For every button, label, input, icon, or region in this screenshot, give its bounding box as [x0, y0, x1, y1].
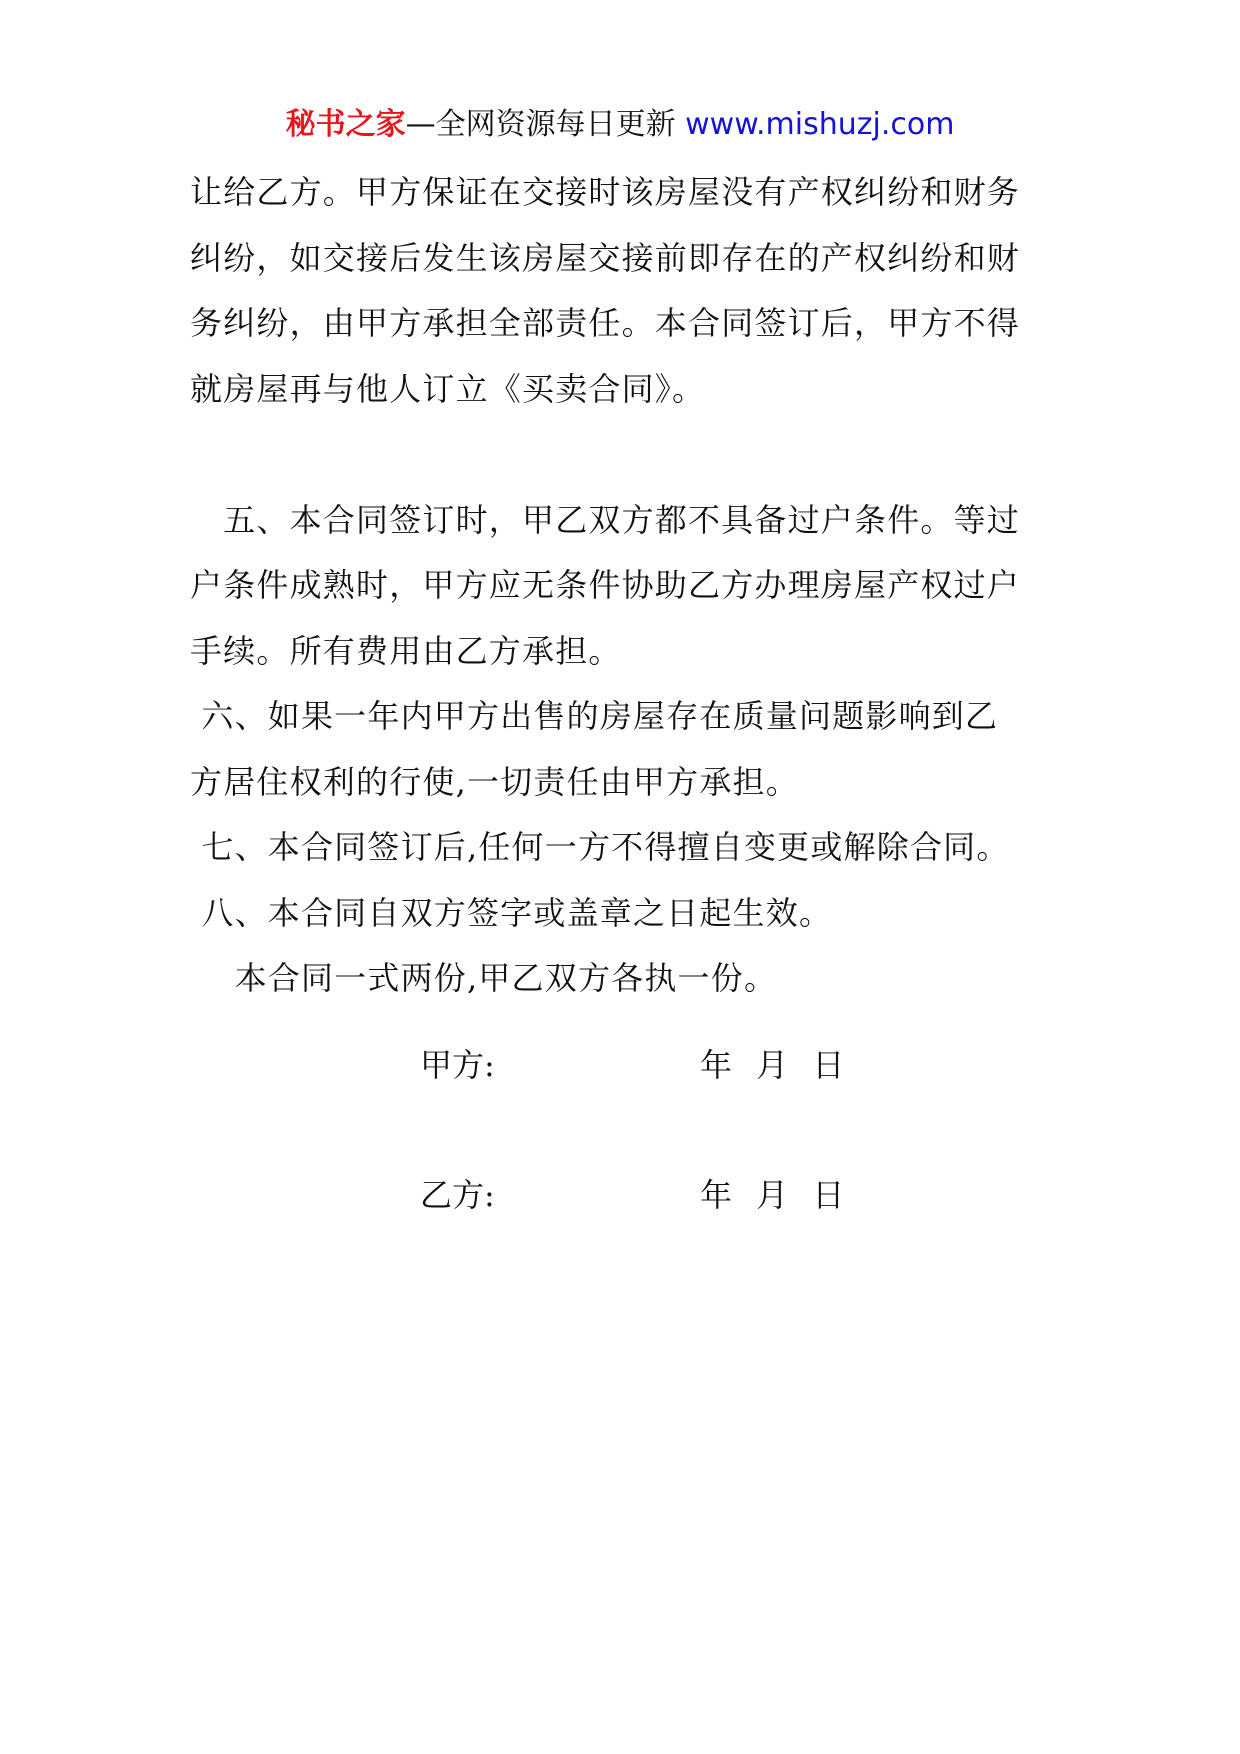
header-tagline: —全网资源每日更新: [405, 107, 686, 142]
party-a-label: 甲方:: [420, 1046, 495, 1084]
paragraph-clause-7: [190, 815, 1060, 881]
text-line: 就房屋再与他人订立《买卖合同》。: [190, 369, 706, 408]
paragraph-transfer: [190, 160, 1060, 422]
text-line: 让给乙方。甲方保证在交接时该房屋没有产权纠纷和财务: [190, 173, 1021, 211]
text-line: 六、如果一年内甲方出售的房屋存在质量问题影响到乙: [190, 697, 999, 735]
paragraph-copies: [190, 946, 1060, 1012]
brand-name: 秘书之家: [285, 107, 406, 142]
signature-row-party-a: [420, 1040, 900, 1090]
text-line: 五、本合同签订时，甲乙双方都不具备过户条件。等过: [190, 500, 1021, 539]
text-line: 七、本合同签订后,任何一方不得擅自变更或解除合同。: [190, 828, 1010, 866]
text-line: 纠纷，如交接后发生该房屋交接前即存在的产权纠纷和财: [190, 238, 1021, 277]
site-url-link[interactable]: www.mishuzj.com: [685, 107, 955, 142]
paragraph-clause-8: [190, 881, 1060, 947]
contract-body: [190, 160, 1060, 1012]
text-line: 方居住权利的行使,一切责任由甲方承担。: [190, 762, 799, 801]
party-a-date: 年 月 日: [700, 1046, 845, 1084]
page-header: [0, 100, 1240, 150]
text-line: 八、本合同自双方签字或盖章之日起生效。: [190, 893, 833, 932]
text-line: 务纠纷，由甲方承担全部责任。本合同签订后，甲方不得: [190, 304, 1021, 342]
text-line: 本合同一式两份,甲乙双方各执一份。: [190, 959, 778, 997]
paragraph-clause-6: [190, 684, 1060, 815]
party-b-label: 乙方:: [420, 1176, 495, 1214]
paragraph-clause-5: [190, 422, 1060, 684]
text-line: 手续。所有费用由乙方承担。: [190, 631, 622, 670]
party-b-date: 年 月 日: [700, 1176, 845, 1214]
signature-row-party-b: [420, 1170, 900, 1220]
text-line: 户条件成熟时，甲方应无条件协助乙方办理房屋产权过户: [190, 566, 1021, 604]
